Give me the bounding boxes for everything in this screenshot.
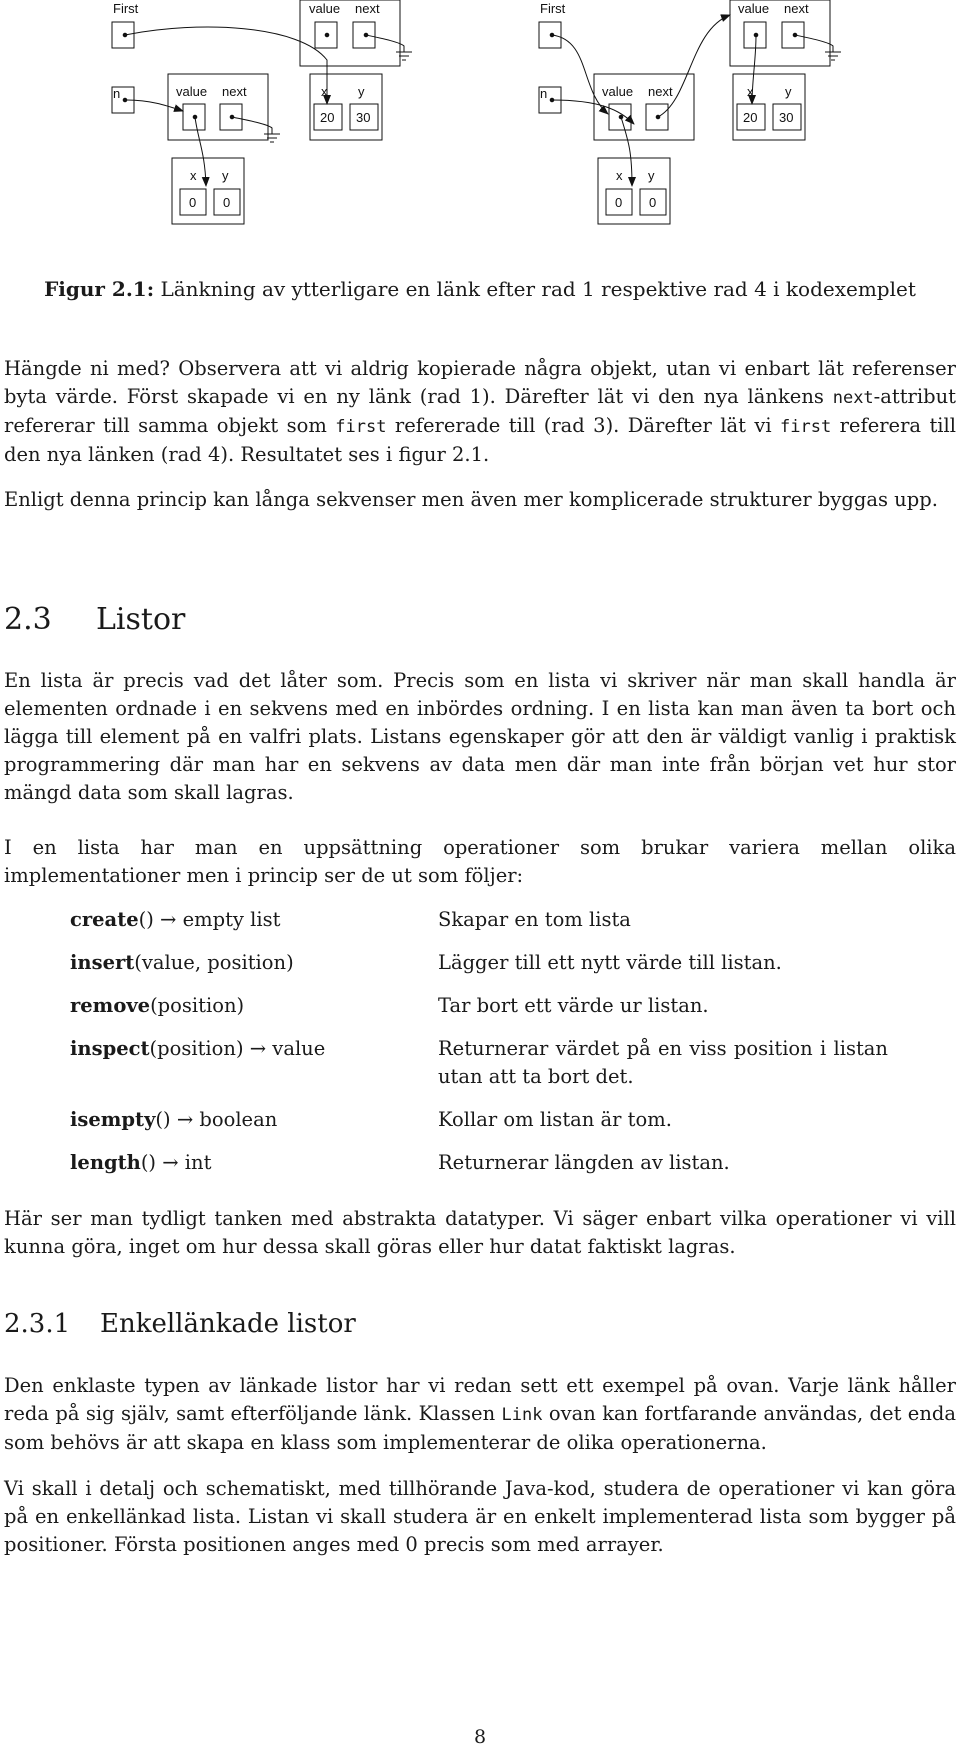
first-label: First	[113, 1, 139, 16]
y-label: y	[222, 168, 229, 183]
op-description: Returnerar värdet på en viss position i listan utan att ta bort det.	[438, 1037, 888, 1088]
page-number: 8	[473, 1726, 487, 1748]
paragraph-4: I en lista har man en uppsättning operationer som brukar variera mellan olika implementationer men i princip ser de ut som följer:	[4, 836, 956, 887]
figure-caption	[0, 275, 960, 303]
op-args: (value, position)	[134, 951, 294, 974]
subsection-heading	[4, 1307, 356, 1341]
code-first: first	[335, 417, 387, 437]
section-number: 2.3	[4, 602, 52, 637]
paragraph-5: Här ser man tydligt tanken med abstrakta datatyper. Vi säger enbart vilka operationer vi vill kunna göra, inget om hur dessa skall göras eller hur datat faktiskt lagras.	[4, 1207, 956, 1258]
op-name: inspect	[70, 1037, 150, 1060]
next-label: next	[355, 1, 380, 16]
op-name: create	[70, 908, 139, 931]
value-label: value	[309, 1, 341, 16]
op-return: → boolean	[170, 1108, 278, 1131]
caption-text: Länkning av ytterligare en länk efter rad 1 respektive rad 4 i kodexemplet	[154, 277, 916, 301]
first-label: First	[540, 1, 566, 16]
section-heading	[4, 600, 185, 640]
op-args: (position)	[149, 1037, 244, 1060]
op-return: → value	[243, 1037, 326, 1060]
op-description: Skapar en tom lista	[438, 908, 631, 931]
op-args: ()	[140, 1151, 157, 1174]
text: Den enklaste typen av länkade listor har vi redan sett ett exempel på ovan. Varje länk håller reda på sig själv, samt efterföljande länk. Klassen	[4, 1374, 956, 1425]
code-link: Link	[501, 1405, 543, 1425]
op-name: remove	[70, 994, 151, 1017]
y-value: 30	[356, 110, 371, 125]
x-value: 0	[615, 195, 623, 210]
y-value: 0	[223, 195, 231, 210]
paragraph-7: Vi skall i detalj och schematiskt, med tillhörande Java-kod, studera de operationer vi kan göra på en enkellänkad lista. Listan vi skall studera är en enkelt implementerad lista som bygger på positioner. Första positionen anges med 0 precis som med arrayer.	[4, 1477, 956, 1556]
x-value: 20	[743, 110, 758, 125]
y-value: 0	[649, 195, 657, 210]
diagram-right	[539, 0, 841, 224]
x-label: x	[190, 168, 197, 183]
value-label: value	[602, 84, 634, 99]
y-label: y	[358, 84, 365, 99]
op-args: ()	[138, 908, 154, 931]
point-object-2	[598, 158, 670, 224]
subsection-title: Enkellänkade listor	[100, 1309, 356, 1339]
y-value: 30	[779, 110, 794, 125]
point-object-2	[172, 158, 244, 224]
op-return: → empty list	[153, 908, 281, 931]
code-first: first	[780, 417, 832, 437]
next-label: next	[784, 1, 809, 16]
x-label: x	[747, 84, 754, 99]
x-value: 20	[320, 110, 335, 125]
x-value: 0	[189, 195, 197, 210]
y-label: y	[648, 168, 655, 183]
x-label: x	[321, 84, 328, 99]
x-label: x	[616, 168, 623, 183]
caption-label: Figur 2.1:	[44, 277, 155, 301]
paragraph-6	[4, 1372, 956, 1457]
code-next: next	[832, 388, 874, 408]
text: refererade till (rad 3). Därefter lät vi	[386, 414, 781, 437]
text: ovan kan fortfarande användas, det enda som behövs är att skapa en klass som implementerar de olika operationerna.	[4, 1402, 956, 1454]
text: -attribut refererar till samma objekt som	[4, 385, 956, 437]
op-name: length	[70, 1151, 141, 1174]
op-name: isempty	[70, 1108, 156, 1131]
diagram-left	[112, 0, 412, 224]
value-label: value	[738, 1, 770, 16]
text: Hängde ni med? Observera att vi aldrig kopierade några objekt, utan vi enbart lät referenser byta värde. Först skapade vi en ny länk (rad 1). Därefter lät vi den nya länkens	[4, 357, 956, 408]
op-return: → int	[156, 1151, 212, 1174]
next-label: next	[222, 84, 247, 99]
paragraph-3: En lista är precis vad det låter som. Precis som en lista vi skriver när man skall handla är elementen ordnade i en sekvens med en inbördes ordning. I en lista kan man även ta bort och lägga till element på en valfri plats. Listans egenskaper gör att den är väldigt vanlig i praktisk programmering där man har en sekvens av data men där man inte från början vet hur stor mängd data som skall lagras.	[4, 669, 956, 804]
value-label: value	[176, 84, 208, 99]
op-description: Kollar om listan är tom.	[438, 1108, 672, 1131]
op-args: (position)	[150, 994, 245, 1017]
n-label: n	[540, 86, 548, 101]
paragraph-2: Enligt denna princip kan långa sekvenser men även mer komplicerade strukturer byggas upp.	[4, 488, 938, 511]
op-name: insert	[70, 951, 135, 974]
subsection-number: 2.3.1	[4, 1309, 71, 1339]
figure-linked-list-diagram	[0, 0, 960, 240]
n-label: n	[113, 86, 121, 101]
op-description: Returnerar längden av listan.	[438, 1151, 730, 1174]
section-title: Listor	[96, 602, 186, 637]
op-description: Lägger till ett nytt värde till listan.	[438, 951, 782, 974]
op-args: ()	[155, 1108, 171, 1131]
op-description: Tar bort ett värde ur listan.	[438, 994, 709, 1017]
paragraph-1	[4, 355, 956, 469]
text: referera till den nya länken (rad 4). Resultatet ses i figur 2.1.	[4, 414, 956, 466]
y-label: y	[785, 84, 792, 99]
next-label: next	[648, 84, 673, 99]
